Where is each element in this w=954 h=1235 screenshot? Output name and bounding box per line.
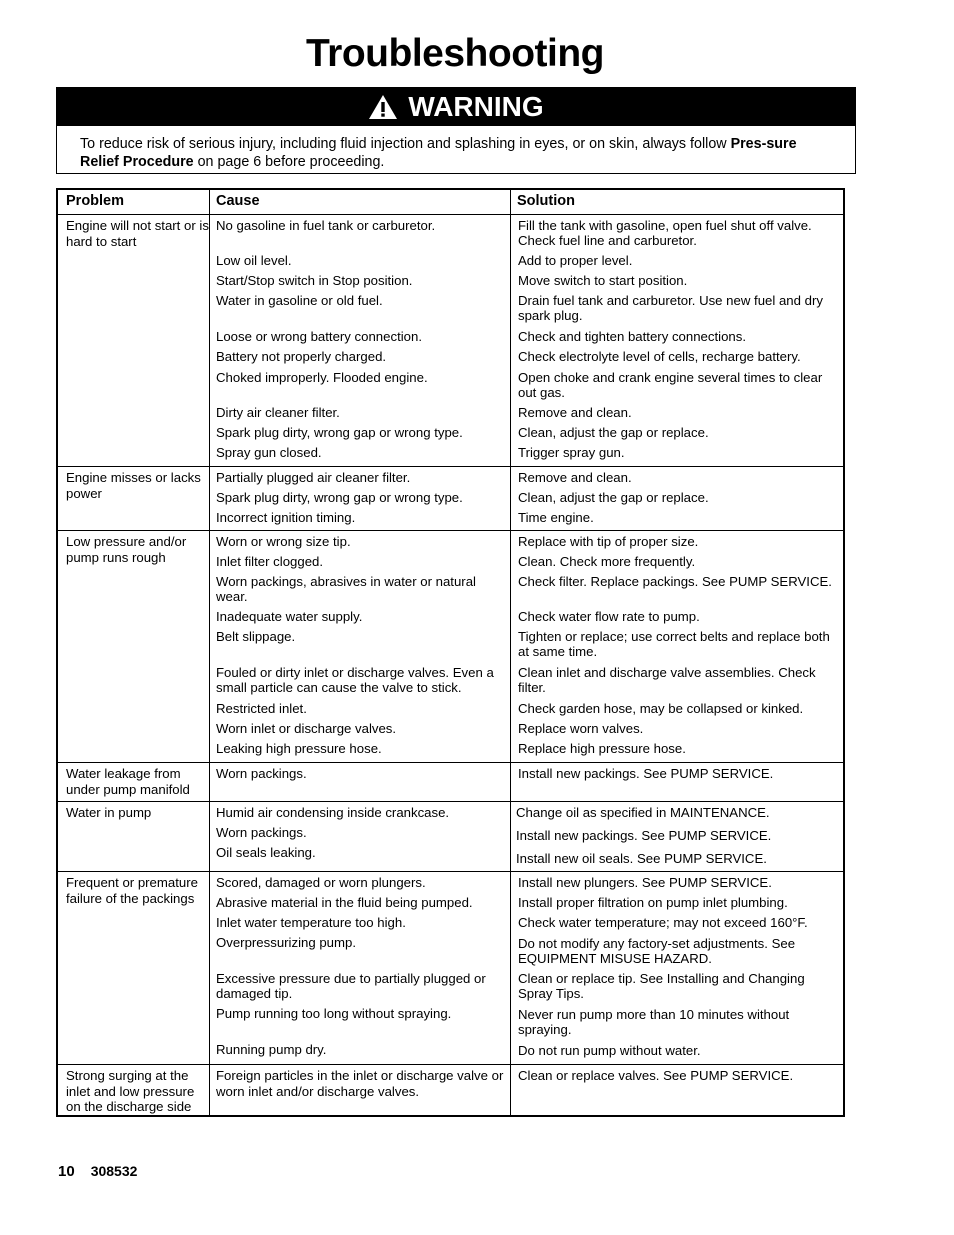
cause-text: Leaking high pressure hose. xyxy=(216,741,382,756)
solution-cell xyxy=(511,872,843,1064)
cause-cell xyxy=(210,215,511,466)
cause-cell xyxy=(210,467,511,530)
cause-text: Inadequate water supply. xyxy=(216,609,363,624)
table-header-row xyxy=(58,190,843,214)
cause-text: Worn packings, abrasives in water or natural wear. xyxy=(216,574,476,604)
cause-text: Partially plugged air cleaner filter. xyxy=(216,470,411,485)
cause-text: Loose or wrong battery connection. xyxy=(216,329,422,344)
cause-text: Oil seals leaking. xyxy=(216,845,316,860)
table-row xyxy=(58,871,843,1064)
solution-cell xyxy=(511,215,843,466)
table-row xyxy=(58,214,843,466)
solution-text: Check electrolyte level of cells, recharge battery. xyxy=(518,349,801,364)
problem-cell xyxy=(58,763,210,801)
solution-text: Drain fuel tank and carburetor. Use new fuel and dry spark plug. xyxy=(518,293,823,323)
cause-text: Humid air condensing inside crankcase. xyxy=(216,805,450,820)
problem-text: Engine misses or lacks power xyxy=(66,470,201,501)
solution-text: Replace with tip of proper size. xyxy=(518,534,699,549)
solution-text: Clean. Check more frequently. xyxy=(518,554,696,569)
header-problem: Problem xyxy=(58,190,210,214)
problem-text: Low pressure and/or pump runs rough xyxy=(66,534,187,565)
table-row xyxy=(58,762,843,801)
solution-text: Check water flow rate to pump. xyxy=(518,609,700,624)
cause-text: Worn inlet or discharge valves. xyxy=(216,721,397,736)
problem-text: Frequent or premature failure of the packings xyxy=(66,875,198,906)
cause-text: Overpressurizing pump. xyxy=(216,935,356,950)
solution-text: Install new plungers. See PUMP SERVICE. xyxy=(518,875,772,890)
warning-box xyxy=(56,87,856,174)
cause-text: Pump running too long without spraying. xyxy=(216,1006,452,1021)
solution-text: Open choke and crank engine several times to clear out gas. xyxy=(518,370,823,400)
cause-text: Restricted inlet. xyxy=(216,701,307,716)
troubleshooting-table xyxy=(56,188,845,1117)
solution-text: Change oil as specified in MAINTENANCE. xyxy=(516,805,770,820)
problem-text: Engine will not start or is hard to start xyxy=(66,218,209,249)
solution-text: Install new packings. See PUMP SERVICE. xyxy=(516,828,772,843)
cause-cell xyxy=(210,1065,511,1115)
solution-text: Do not modify any factory-set adjustments. See EQUIPMENT MISUSE HAZARD. xyxy=(518,936,796,966)
warning-banner xyxy=(57,88,855,126)
table-row xyxy=(58,801,843,871)
solution-cell xyxy=(511,531,843,762)
problem-text: Strong surging at the inlet and low pressure on the discharge side xyxy=(66,1068,195,1115)
solution-text: Replace high pressure hose. xyxy=(518,741,686,756)
cause-text: Water in gasoline or old fuel. xyxy=(216,293,383,308)
cause-text: Worn packings. xyxy=(216,825,307,840)
solution-text: Clean inlet and discharge valve assemblies. Check filter. xyxy=(518,665,816,695)
solution-text: Replace worn valves. xyxy=(518,721,644,736)
cause-text: Low oil level. xyxy=(216,253,292,268)
solution-cell xyxy=(511,1065,843,1115)
solution-text: Move switch to start position. xyxy=(518,273,688,288)
header-solution: Solution xyxy=(517,193,575,209)
solution-text: Fill the tank with gasoline, open fuel shut off valve. Check fuel line and carburetor. xyxy=(518,218,812,248)
cause-cell xyxy=(210,763,511,801)
cause-cell xyxy=(210,872,511,1064)
solution-text: Install new packings. See PUMP SERVICE. xyxy=(518,766,774,781)
solution-text: Check and tighten battery connections. xyxy=(518,329,746,344)
problem-cell xyxy=(58,802,210,871)
cause-text: Battery not properly charged. xyxy=(216,349,387,364)
cause-text: Inlet filter clogged. xyxy=(216,554,324,569)
problem-text: Water in pump xyxy=(66,805,152,820)
table-row xyxy=(58,466,843,530)
document-number: 308532 xyxy=(90,1163,138,1179)
cause-text: Choked improperly. Flooded engine. xyxy=(216,370,428,385)
cause-text: Abrasive material in the fluid being pumped. xyxy=(216,895,473,910)
solution-text: Trigger spray gun. xyxy=(518,445,625,460)
solution-text: Clean or replace valves. See PUMP SERVICE. xyxy=(518,1068,794,1083)
solution-text: Check water temperature; may not exceed 160°F. xyxy=(518,915,808,930)
solution-text: Install new oil seals. See PUMP SERVICE. xyxy=(516,851,767,866)
problem-cell xyxy=(58,1065,210,1115)
cause-text: Foreign particles in the inlet or discharge valve or worn inlet and/or discharge valves. xyxy=(216,1068,504,1099)
cause-text: Spark plug dirty, wrong gap or wrong type. xyxy=(216,425,463,440)
cause-cell xyxy=(210,531,511,762)
cause-text: Fouled or dirty inlet or discharge valves. Even a small particle can cause the valve to stick. xyxy=(216,665,494,695)
solution-text: Install proper filtration on pump inlet plumbing. xyxy=(518,895,788,910)
solution-text: Do not run pump without water. xyxy=(518,1043,701,1058)
cause-text: Excessive pressure due to partially plugged or damaged tip. xyxy=(216,971,486,1001)
cause-text: Worn or wrong size tip. xyxy=(216,534,351,549)
warning-text xyxy=(80,135,837,171)
cause-text: Scored, damaged or worn plungers. xyxy=(216,875,426,890)
solution-cell xyxy=(511,802,843,871)
solution-text: Never run pump more than 10 minutes without spraying. xyxy=(518,1007,790,1037)
problem-text: Water leakage from under pump manifold xyxy=(66,766,190,797)
problem-cell xyxy=(58,215,210,466)
warning-text-part: on page 6 before proceeding. xyxy=(193,154,385,170)
warning-text-part: To reduce risk of serious injury, including fluid injection and splashing in eyes, or on skin, always follow xyxy=(80,136,731,152)
cause-text: Worn packings. xyxy=(216,766,307,781)
page-number: 10 xyxy=(58,1163,75,1180)
solution-text: Add to proper level. xyxy=(518,253,633,268)
solution-text: Clean, adjust the gap or replace. xyxy=(518,490,709,505)
page-footer xyxy=(58,1163,137,1180)
solution-cell xyxy=(511,467,843,530)
table-row xyxy=(58,1064,843,1115)
cause-cell xyxy=(210,802,511,871)
pressure-relief-procedure-ref: Pres-sure Relief Procedure xyxy=(80,136,797,170)
solution-text: Clean or replace tip. See Installing and Changing Spray Tips. xyxy=(518,971,805,1001)
solution-text: Check garden hose, may be collapsed or kinked. xyxy=(518,701,804,716)
page-title: Troubleshooting xyxy=(306,32,604,75)
header-cause: Cause xyxy=(210,190,511,214)
cause-text: Start/Stop switch in Stop position. xyxy=(216,273,413,288)
solution-text: Clean, adjust the gap or replace. xyxy=(518,425,709,440)
cause-text: Belt slippage. xyxy=(216,629,296,644)
solution-text: Time engine. xyxy=(518,510,594,525)
solution-text: Check filter. Replace packings. See PUMP SERVICE. xyxy=(518,574,832,589)
solution-text: Remove and clean. xyxy=(518,405,632,420)
problem-cell xyxy=(58,531,210,762)
solution-cell xyxy=(511,763,843,801)
problem-cell xyxy=(58,467,210,530)
cause-text: Spark plug dirty, wrong gap or wrong type. xyxy=(216,490,463,505)
cause-text: Dirty air cleaner filter. xyxy=(216,405,340,420)
warning-heading: WARNING xyxy=(408,91,544,122)
warning-triangle-icon xyxy=(368,94,398,120)
solution-text: Remove and clean. xyxy=(518,470,632,485)
cause-text: Inlet water temperature too high. xyxy=(216,915,406,930)
cause-text: No gasoline in fuel tank or carburetor. xyxy=(216,218,436,233)
solution-text: Tighten or replace; use correct belts and replace both at same time. xyxy=(518,629,830,659)
cause-text: Spray gun closed. xyxy=(216,445,322,460)
cause-text: Running pump dry. xyxy=(216,1042,327,1057)
cause-text: Incorrect ignition timing. xyxy=(216,510,356,525)
problem-cell xyxy=(58,872,210,1064)
table-row xyxy=(58,530,843,762)
